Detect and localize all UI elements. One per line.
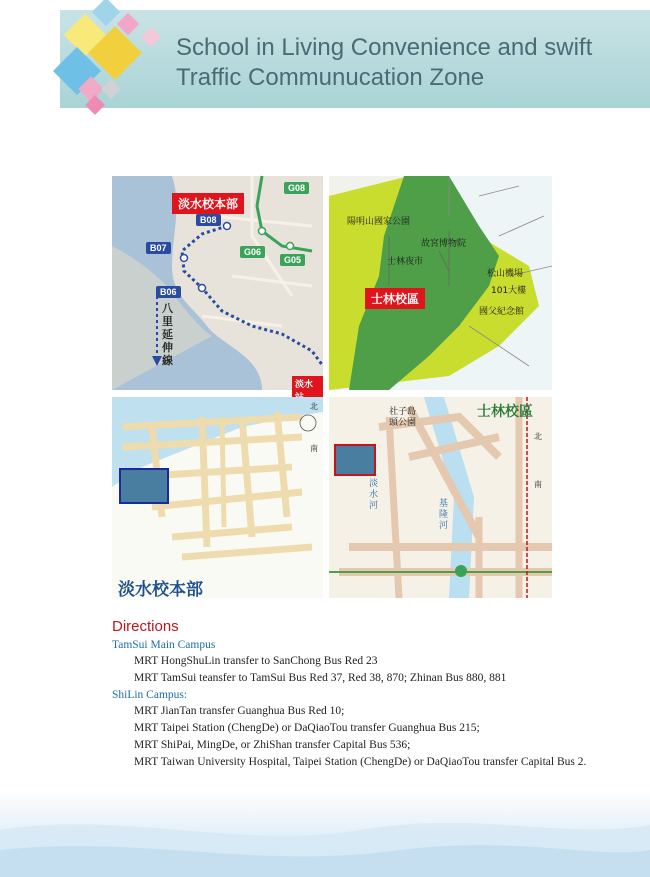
tamsui-station-label: 淡水 xyxy=(292,376,323,404)
shilin-street-map xyxy=(329,397,552,598)
shilin-street-caption: 士林校區 xyxy=(477,404,533,420)
shilin-direction-line: MRT Taipei Station (ChengDe) or DaQiaoTou transfer Guanghua Bus 215; xyxy=(134,722,480,734)
south-label: 南 xyxy=(310,444,318,453)
north-label: 北 xyxy=(310,402,318,411)
station-g08: G08 xyxy=(284,182,309,194)
shezi-park-label: 社子島頭公園 xyxy=(389,407,417,428)
tamsui-street-map xyxy=(112,397,323,598)
shilin-campus-tag: 士林校區 xyxy=(365,288,425,309)
tamsui-campus-tag: 淡水校本部 xyxy=(172,193,244,214)
tamsui-river-label: 淡水河 xyxy=(369,479,379,511)
shilin-direction-line: MRT ShiPai, MingDe, or ZhiShan transfer Capital Bus 536; xyxy=(134,739,411,751)
bali-extension-label: 八里延伸線 xyxy=(162,302,173,367)
tamsui-direction-line: MRT HongShuLin transfer to SanChong Bus Red 23 xyxy=(134,655,378,667)
shilin-direction-line: MRT JianTan transfer Guanghua Bus Red 10; xyxy=(134,705,345,717)
station-b08: B08 xyxy=(196,214,221,226)
tamsui-direction-line: MRT TamSui teansfer to TamSui Bus Red 37, Red 38, 870; Zhinan Bus 880, 881 xyxy=(134,672,507,684)
tamsui-route-map xyxy=(112,176,323,390)
south-label: 南 xyxy=(534,480,542,489)
page-header xyxy=(0,0,650,118)
station-b07: B07 xyxy=(146,242,171,254)
campus-maps xyxy=(112,176,552,598)
tamsui-street-caption: 淡水校本部 xyxy=(118,580,203,600)
shilin-heading: ShiLin Campus: xyxy=(112,689,188,701)
station-g06: G06 xyxy=(240,246,265,258)
north-label: 北 xyxy=(534,432,542,441)
tamsui-heading: TamSui Main Campus xyxy=(112,639,216,651)
footer-wave xyxy=(0,790,650,877)
shilin-direction-line: MRT Taiwan University Hospital, Taipei Station (ChengDe) or DaQiaoTou transfer Capital Bus 2. xyxy=(134,756,587,768)
directions-title: Directions xyxy=(112,618,179,635)
shilin-region-map: 陽明山國家公園 故宮博物院 士林夜市 松山機場 101大樓 國父紀念館 士林校區 xyxy=(329,176,552,390)
station-g05: G05 xyxy=(280,254,305,266)
directions-section xyxy=(112,618,632,773)
keelung-river-label: 基隆河 xyxy=(439,499,449,531)
station-b06: B06 xyxy=(156,286,181,298)
page-title: School in Living Convenience and swift Traffic Communucation Zone xyxy=(176,34,593,91)
